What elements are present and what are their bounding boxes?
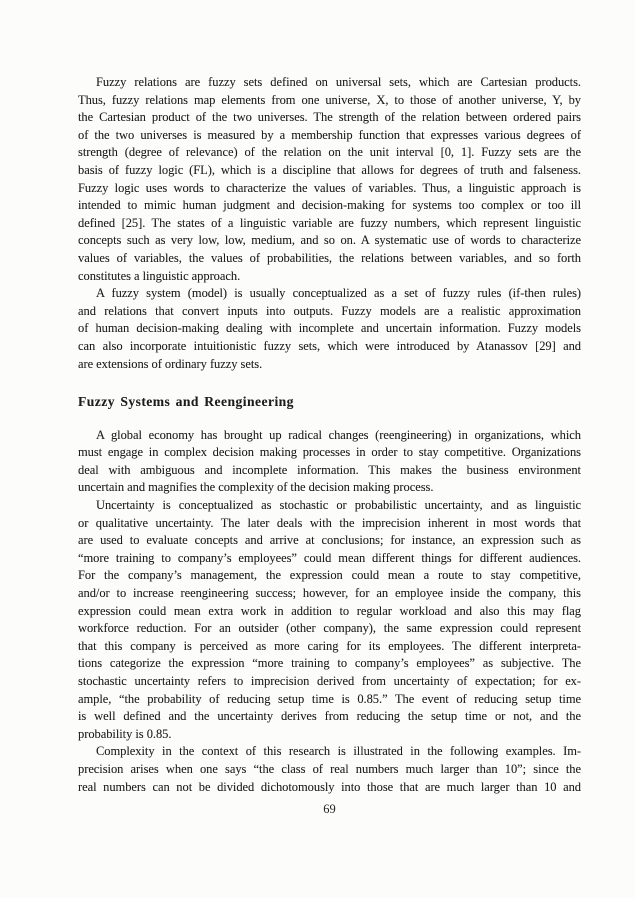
text-line: of human decision-making dealing with incomplete and uncertain information. Fuzzy models	[78, 321, 581, 336]
text-line: are extensions of ordinary fuzzy sets.	[78, 356, 263, 371]
text-line: probability is 0.85.	[78, 726, 172, 741]
paragraph-fuzzy-relations	[78, 74, 581, 285]
paragraph-fuzzy-system	[78, 285, 581, 373]
text-line: values of variables, the values of probabilities, the relations between variables, and so forth	[78, 250, 581, 265]
text-line: A fuzzy system (model) is usually conceptualized as a set of fuzzy rules (if-then rules)	[96, 286, 581, 301]
text-line: is well defined and the uncertainty derives from reducing the setup time or not, and the	[78, 709, 581, 724]
text-line: uncertain and magnifies the complexity of the decision making process.	[78, 480, 434, 495]
text-line: For the company’s management, the expression could mean a route to stay competitive,	[78, 568, 581, 583]
paragraph-global-economy	[78, 427, 581, 497]
text-line: “more training to company’s employees” could mean different things for different audiences.	[78, 550, 581, 565]
text-line: can also incorporate intuitionistic fuzzy sets, which were introduced by Atanassov [29] and	[78, 338, 581, 353]
text-line: stochastic uncertainty refers to imprecision derived from uncertainty of expectation; for ex-	[78, 674, 581, 688]
text-block	[78, 74, 581, 796]
text-line: Fuzzy relations are fuzzy sets defined on universal sets, which are Cartesian products.	[96, 75, 581, 89]
text-line: precision arises when one says “the class of real numbers much larger than 10”; since the	[78, 761, 581, 776]
text-line: expression could mean extra work in addition to regular workload and also this may flag	[78, 603, 581, 618]
paragraph-uncertainty	[78, 497, 581, 743]
text-line: strength (degree of relevance) of the relation on the unit interval [0, 1]. Fuzzy sets are the	[78, 145, 581, 160]
text-line: deal with ambiguous and incomplete information. This makes the business environment	[78, 462, 581, 477]
text-line: intended to mimic human judgment and decision-making for systems too complex or too ill	[78, 198, 581, 213]
text-line: basis of fuzzy logic (FL), which is a discipline that allows for degrees of truth and falseness.	[78, 162, 581, 177]
text-line: tions categorize the expression “more training to company’s employees” as subjective. The	[78, 656, 581, 671]
text-line: constitutes a linguistic approach.	[78, 268, 241, 283]
text-line: of the two universes is measured by a membership function that expresses various degrees of	[78, 127, 581, 142]
text-line: the Cartesian product of the two universes. The strength of the relation between ordered pairs	[78, 110, 581, 125]
text-line: Fuzzy logic uses words to characterize the values of variables. Thus, a linguistic approach is	[78, 180, 581, 195]
text-line: and relations that convert inputs into outputs. Fuzzy models are a realistic approximation	[78, 303, 581, 318]
paragraph-complexity	[78, 743, 581, 796]
text-line: workforce reduction. For an outsider (other company), the same expression could represent	[78, 621, 581, 636]
text-line: A global economy has brought up radical changes (reengineering) in organizations, which	[96, 427, 581, 442]
text-line: or qualitative uncertainty. The later deals with the imprecision inherent in most words that	[78, 515, 581, 530]
text-line: are used to evaluate concepts and arrive at conclusions; for instance, an expression such as	[78, 533, 581, 548]
text-line: Complexity in the context of this research is illustrated in the following examples. Im-	[96, 744, 581, 759]
text-line: ample, “the probability of reducing setup time is 0.85.” The event of reducing setup time	[78, 691, 581, 706]
text-line: and/or to increase reengineering success; however, for an employee inside the company, this	[78, 586, 581, 601]
text-line: defined [25]. The states of a linguistic variable are fuzzy numbers, which represent linguistic	[78, 215, 581, 230]
text-line: must engage in complex decision making processes in order to stay competitive. Organizations	[78, 445, 581, 460]
page-number: 69	[323, 802, 336, 816]
text-line: that this company is perceived as more caring for its employees. The different interpreta-	[78, 638, 581, 653]
section-heading: Fuzzy Systems and Reengineering	[78, 394, 294, 410]
text-line: Uncertainty is conceptualized as stochastic or probabilistic uncertainty, and as linguistic	[96, 498, 581, 513]
text-line: real numbers can not be divided dichotomously into those that are much larger than 10 and	[78, 779, 581, 794]
text-line: Thus, fuzzy relations map elements from one universe, X, to those of another universe, Y, by	[78, 92, 581, 107]
text-line: concepts such as very low, low, medium, and so on. A systematic use of words to characterize	[78, 233, 581, 248]
